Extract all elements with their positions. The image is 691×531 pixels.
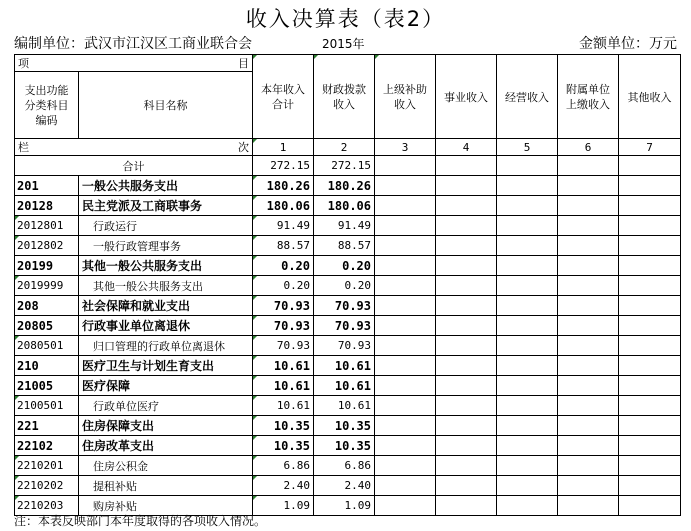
row-v1: 91.49 [253,216,314,236]
row-empty-cell [497,256,558,276]
table-row [15,276,681,296]
row-empty-cell [558,436,619,456]
row-empty-cell [375,476,436,496]
row-code: 2012801 [15,216,79,236]
row-name: 住房保障支出 [79,416,253,436]
row-empty-cell [558,196,619,216]
row-name: 社会保障和就业支出 [79,296,253,316]
row-empty-cell [497,396,558,416]
row-empty-cell [558,416,619,436]
row-empty-cell [558,396,619,416]
row-v1: 70.93 [253,316,314,336]
row-name: 一般公共服务支出 [79,176,253,196]
row-empty-cell [375,256,436,276]
table-row [15,396,681,416]
row-empty-cell [375,376,436,396]
row-v1: 10.61 [253,376,314,396]
row-empty-cell [619,296,681,316]
row-code: 2100501 [15,396,79,416]
col-number-2: 2 [314,139,375,156]
col-number-3: 3 [375,139,436,156]
row-v2: 6.86 [314,456,375,476]
row-empty-cell [436,476,497,496]
row-v1: 6.86 [253,456,314,476]
row-v1: 10.35 [253,436,314,456]
row-v2: 0.20 [314,276,375,296]
row-empty-cell [558,356,619,376]
row-v1: 88.57 [253,236,314,256]
header-col-5: 经营收入 [497,55,558,139]
row-empty-cell [497,196,558,216]
total-row [15,156,681,176]
row-code: 22102 [15,436,79,456]
footer-note: 注：本表反映部门本年度取得的各项收入情况。 [14,514,267,528]
row-empty-cell [558,496,619,516]
header-item-cell [15,55,253,72]
row-name: 一般行政管理事务 [79,236,253,256]
row-empty-cell [558,296,619,316]
row-empty-cell [497,476,558,496]
col-number-7: 7 [619,139,681,156]
row-empty-cell [619,196,681,216]
row-v1: 10.61 [253,356,314,376]
header-col-7: 其他收入 [619,55,681,139]
row-name: 其他一般公共服务支出 [79,256,253,276]
row-empty-cell [375,356,436,376]
row-empty-cell [619,316,681,336]
row-code: 20199 [15,256,79,276]
row-empty-cell [558,236,619,256]
header-lan: 栏 [18,141,29,154]
header-col-6: 附属单位 上缴收入 [558,55,619,139]
row-empty-cell [619,456,681,476]
row-empty-cell [375,236,436,256]
row-empty-cell [375,496,436,516]
total-label: 合计 [15,156,253,176]
row-name: 行政单位医疗 [79,396,253,416]
row-empty-cell [436,216,497,236]
row-empty-cell [436,416,497,436]
row-v2: 10.61 [314,396,375,416]
table-row [15,216,681,236]
row-name: 民主党派及工商联事务 [79,196,253,216]
row-name: 购房补贴 [79,496,253,516]
row-v1: 2.40 [253,476,314,496]
row-v1: 180.06 [253,196,314,216]
row-v1: 0.20 [253,256,314,276]
row-empty-cell [436,276,497,296]
row-empty-cell [497,236,558,256]
total-v2: 272.15 [314,156,375,176]
header-lanci-cell [15,139,253,156]
col-number-5: 5 [497,139,558,156]
row-name: 住房公积金 [79,456,253,476]
row-v2: 70.93 [314,336,375,356]
row-code: 210 [15,356,79,376]
row-empty-cell [375,336,436,356]
row-empty-cell [619,336,681,356]
header-mu: 目 [238,57,249,70]
row-empty-cell [619,496,681,516]
row-v2: 0.20 [314,256,375,276]
row-code: 208 [15,296,79,316]
table-row [15,196,681,216]
row-empty-cell [436,496,497,516]
report-title: 收入决算表（表2） [245,7,446,31]
row-code: 20128 [15,196,79,216]
row-empty-cell [619,176,681,196]
row-code: 201 [15,176,79,196]
row-v1: 10.61 [253,396,314,416]
row-empty-cell [436,336,497,356]
row-v2: 180.26 [314,176,375,196]
row-empty-cell [436,196,497,216]
row-empty-cell [375,316,436,336]
row-empty-cell [558,316,619,336]
row-v2: 88.57 [314,236,375,256]
row-v1: 10.35 [253,416,314,436]
header-col-2: 财政拨款 收入 [314,55,375,139]
header-col-3: 上级补助 收入 [375,55,436,139]
table-row [15,456,681,476]
row-empty-cell [497,316,558,336]
row-v1: 70.93 [253,296,314,316]
row-code: 2210203 [15,496,79,516]
row-empty-cell [619,276,681,296]
row-v2: 91.49 [314,216,375,236]
row-empty-cell [497,416,558,436]
row-v2: 2.40 [314,476,375,496]
row-empty-cell [558,456,619,476]
row-empty-cell [375,296,436,316]
row-v2: 10.61 [314,376,375,396]
reporting-unit: 编制单位：武汉市江汉区工商业联合会 [14,36,252,52]
row-empty-cell [558,256,619,276]
table-row [15,416,681,436]
table-row [15,296,681,316]
row-empty-cell [375,456,436,476]
table-row [15,176,681,196]
row-v2: 1.09 [314,496,375,516]
row-empty-cell [497,336,558,356]
table-row [15,476,681,496]
row-empty-cell [619,476,681,496]
col-number-4: 4 [436,139,497,156]
col-number-6: 6 [558,139,619,156]
table-row [15,316,681,336]
row-empty-cell [558,216,619,236]
col-number-1: 1 [253,139,314,156]
row-empty-cell [436,236,497,256]
row-name: 行政运行 [79,216,253,236]
row-empty-cell [619,356,681,376]
row-empty-cell [436,376,497,396]
row-v2: 70.93 [314,316,375,336]
row-empty-cell [375,276,436,296]
income-table [14,54,681,516]
row-empty-cell [436,176,497,196]
row-empty-cell [375,216,436,236]
row-code: 2210201 [15,456,79,476]
row-empty-cell [497,176,558,196]
row-empty-cell [558,376,619,396]
header-ci: 次 [238,141,249,154]
header-xiang: 项 [18,57,29,70]
row-empty-cell [558,476,619,496]
row-v2: 10.35 [314,436,375,456]
row-v1: 1.09 [253,496,314,516]
row-empty-cell [436,316,497,336]
row-name: 归口管理的行政单位离退休 [79,336,253,356]
row-empty-cell [436,256,497,276]
row-v2: 10.61 [314,356,375,376]
header-col-1: 本年收入 合计 [253,55,314,139]
table-row [15,356,681,376]
row-v1: 180.26 [253,176,314,196]
row-empty-cell [497,456,558,476]
row-empty-cell [497,496,558,516]
row-empty-cell [558,176,619,196]
row-v2: 180.06 [314,196,375,216]
row-empty-cell [619,216,681,236]
row-name: 医疗保障 [79,376,253,396]
header-code: 支出功能 分类科目 编码 [15,72,79,139]
row-code: 2019999 [15,276,79,296]
row-v2: 70.93 [314,296,375,316]
row-empty-cell [436,436,497,456]
row-name: 医疗卫生与计划生育支出 [79,356,253,376]
row-empty-cell [436,356,497,376]
row-code: 21005 [15,376,79,396]
row-empty-cell [619,396,681,416]
row-name: 其他一般公共服务支出 [79,276,253,296]
row-empty-cell [375,416,436,436]
row-empty-cell [497,216,558,236]
row-empty-cell [619,436,681,456]
row-empty-cell [375,196,436,216]
row-empty-cell [497,436,558,456]
row-empty-cell [436,296,497,316]
row-code: 20805 [15,316,79,336]
row-empty-cell [497,356,558,376]
row-empty-cell [558,336,619,356]
row-empty-cell [619,256,681,276]
row-name: 住房改革支出 [79,436,253,456]
row-empty-cell [436,396,497,416]
row-empty-cell [497,296,558,316]
total-v1: 272.15 [253,156,314,176]
row-empty-cell [497,376,558,396]
row-code: 2210202 [15,476,79,496]
row-v2: 10.35 [314,416,375,436]
row-code: 2012802 [15,236,79,256]
row-empty-cell [619,236,681,256]
row-empty-cell [375,436,436,456]
row-v1: 70.93 [253,336,314,356]
row-v1: 0.20 [253,276,314,296]
row-name: 行政事业单位离退休 [79,316,253,336]
row-empty-cell [558,276,619,296]
table-row [15,436,681,456]
row-empty-cell [375,396,436,416]
header-name: 科目名称 [79,72,253,139]
amount-unit: 金额单位：万元 [579,36,677,52]
table-row [15,376,681,396]
row-empty-cell [619,376,681,396]
table-row [15,336,681,356]
row-empty-cell [375,176,436,196]
report-year: 2015年 [322,37,365,51]
table-row [15,256,681,276]
row-empty-cell [436,456,497,476]
row-empty-cell [619,416,681,436]
row-code: 2080501 [15,336,79,356]
row-code: 221 [15,416,79,436]
row-name: 提租补贴 [79,476,253,496]
header-col-4: 事业收入 [436,55,497,139]
row-empty-cell [497,276,558,296]
table-row [15,236,681,256]
